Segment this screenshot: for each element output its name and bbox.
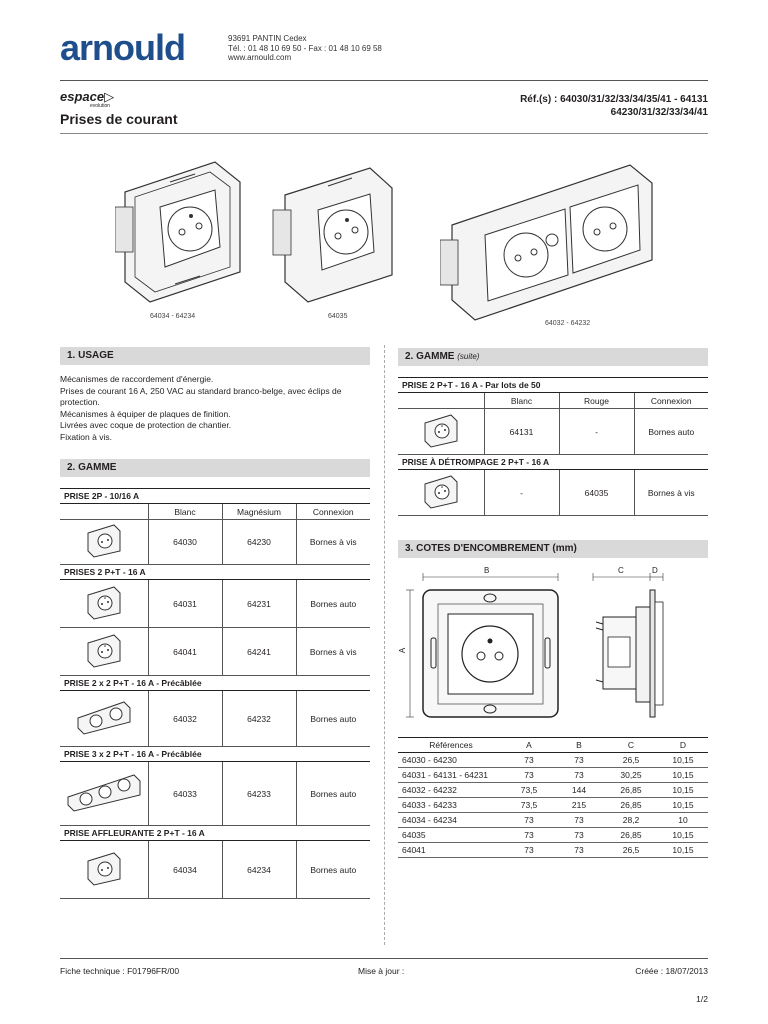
dimension-label-b: B: [484, 566, 490, 575]
gamme-group-title: PRISES 2 P+T - 16 A: [60, 565, 370, 580]
section-gamme-suite-title: 2. GAMME: [405, 351, 455, 362]
usage-line: Livrées avec coque de protection de chantier.: [60, 420, 232, 430]
company-address: [228, 34, 382, 63]
gamme-group-title: PRISE 2 x 2 P+T - 16 A - Précâblée: [60, 676, 370, 691]
gamme-group-title: PRISE 2P - 10/16 A: [60, 489, 370, 504]
column-header: Rouge: [559, 393, 634, 409]
column-divider: [384, 345, 385, 945]
table-row: 64033 64233 Bornes auto: [60, 762, 370, 826]
dimensions-table-header: Références A B C D: [398, 738, 708, 753]
column-header: Blanc: [484, 393, 559, 409]
gamme-group-title: PRISE 3 x 2 P+T - 16 A - Précâblée: [60, 747, 370, 762]
column-header: Connexion: [296, 504, 370, 520]
footer-fiche: Fiche technique : F01796FR/00: [60, 966, 180, 976]
brand-logo: arnould: [60, 27, 185, 68]
product-thumbnail: [60, 762, 148, 826]
references-line-1: Réf.(s) : 64030/31/32/33/34/35/41 - 64131: [520, 94, 708, 105]
header-divider: [60, 80, 708, 81]
page-number: 1/2: [696, 994, 708, 1004]
product-thumbnail: [398, 470, 484, 516]
table-row: 64032 - 64232 73,5 144 26,85 10,15: [398, 783, 708, 798]
table-row: 64041 73 73 26,5 10,15: [398, 843, 708, 858]
dimension-label-a: A: [398, 647, 408, 654]
title-divider: [60, 133, 708, 134]
table-row: 64030 64230 Bornes à vis: [60, 520, 370, 565]
socket-illustration-64035: [270, 160, 400, 310]
socket-thumbnail-icon: [84, 523, 124, 559]
gamme-group-title: PRISE À DÉTROMPAGE 2 P+T - 16 A: [398, 455, 708, 470]
section-gamme-heading: 2. GAMME: [60, 459, 370, 477]
page-title: Prises de courant: [60, 111, 178, 127]
gamme-suite-table: [398, 377, 708, 516]
section-cotes-heading: 3. COTES D'ENCOMBREMENT (mm): [398, 540, 708, 558]
gamme-suite-column-headers: [398, 393, 708, 409]
gamme-column-headers: [60, 504, 370, 520]
range-logo: [60, 90, 114, 109]
usage-line: Fixation à vis.: [60, 431, 112, 442]
table-row: 64131 - Bornes auto: [398, 409, 708, 455]
range-logo-sub: evolution: [90, 103, 111, 109]
product-thumbnail: [60, 841, 148, 899]
gamme-group-title: PRISE 2 P+T - 16 A - Par lots de 50: [398, 378, 708, 393]
socket-thumbnail-icon: [84, 633, 124, 669]
product-thumbnail: [60, 520, 148, 565]
dimension-label-d: D: [652, 566, 658, 575]
footer-divider: [60, 958, 708, 959]
socket-thumbnail-icon: [421, 413, 461, 449]
usage-text: [60, 374, 370, 443]
product-thumbnail: [60, 628, 148, 676]
address-line: 93691 PANTIN Cedex: [228, 34, 307, 43]
socket-thumbnail-icon: [421, 474, 461, 510]
dimension-drawing: [398, 562, 708, 732]
product-thumbnail: [398, 409, 484, 455]
table-row: 64041 64241 Bornes à vis: [60, 628, 370, 676]
address-phone: Tél. : 01 48 10 69 50 - Fax : 01 48 10 69 58: [228, 43, 382, 53]
address-website: www.arnould.com: [228, 53, 292, 62]
dimension-label-c: C: [618, 566, 624, 575]
section-usage-heading: 1. USAGE: [60, 347, 370, 365]
double-socket-thumbnail-icon: [74, 700, 134, 736]
references-line-2: 64230/31/32/33/34/41: [610, 107, 708, 118]
table-row: 64035 73 73 26,85 10,15: [398, 828, 708, 843]
table-row: 64031 64231 Bornes auto: [60, 580, 370, 628]
usage-line: Mécanismes à équiper de plaques de finition.: [60, 408, 231, 419]
section-gamme-suite-heading: [398, 348, 708, 366]
product-thumbnail: [60, 580, 148, 628]
figure-caption-64035: 64035: [328, 313, 348, 320]
socket-thumbnail-icon: [84, 851, 124, 887]
usage-line: Mécanismes de raccordement d'énergie.: [60, 374, 214, 384]
column-header: Magnésium: [222, 504, 296, 520]
range-logo-text: espace: [60, 89, 105, 104]
column-header: Connexion: [634, 393, 708, 409]
figure-caption-64034: 64034 - 64234: [150, 313, 196, 320]
dimensions-table: [398, 737, 708, 858]
product-thumbnail: [60, 691, 148, 747]
table-row: - 64035 Bornes à vis: [398, 470, 708, 516]
footer-update: Mise à jour :: [358, 966, 405, 976]
socket-illustration-64034: [115, 152, 245, 312]
table-row: 64034 64234 Bornes auto: [60, 841, 370, 899]
table-row: 64031 - 64131 - 64231 73 73 30,25 10,15: [398, 768, 708, 783]
table-row: 64030 - 64230 73 73 26,5 10,15: [398, 753, 708, 768]
range-arrow-icon: ▷: [104, 89, 115, 104]
socket-illustration-64032: [440, 155, 655, 325]
footer-created: Créée : 18/07/2013: [635, 966, 708, 976]
table-row: 64034 - 64234 73 73 28,2 10: [398, 813, 708, 828]
column-header: Blanc: [148, 504, 222, 520]
table-row: 64032 64232 Bornes auto: [60, 691, 370, 747]
gamme-table: [60, 488, 370, 899]
gamme-group-title: PRISE AFFLEURANTE 2 P+T - 16 A: [60, 826, 370, 841]
usage-line: Prises de courant 16 A, 250 VAC au standard branco-belge, avec éclips de protection.: [60, 385, 342, 407]
table-row: 64033 - 64233 73,5 215 26,85 10,15: [398, 798, 708, 813]
figure-caption-64032: 64032 - 64232: [545, 320, 591, 327]
socket-thumbnail-icon: [84, 585, 124, 621]
references: [520, 93, 708, 119]
section-gamme-suite-note: (suite): [457, 352, 480, 361]
triple-socket-thumbnail-icon: [64, 773, 144, 813]
